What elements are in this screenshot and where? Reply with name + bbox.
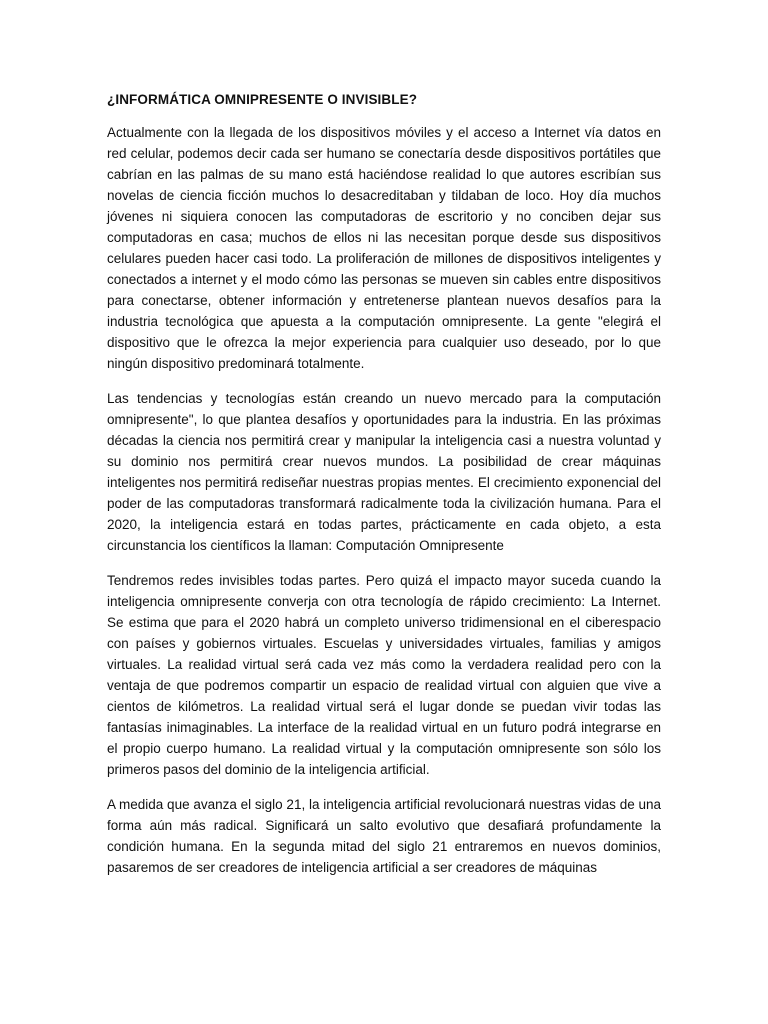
- document-body: [107, 89, 661, 892]
- paragraph-4: A medida que avanza el siglo 21, la inteligencia artificial revolucionará nuestras vidas de una forma aún más radical. Significará un salto evolutivo que desafiará profundamente la condición humana. En la segunda mitad del siglo 21 entraremos en nuevos dominios, pasaremos de ser creadores de inteligencia artificial a ser creadores de máquinas: [107, 797, 661, 875]
- paragraph-3: Tendremos redes invisibles todas partes. Pero quizá el impacto mayor suceda cuando la inteligencia omnipresente converja con otra tecnología de rápido crecimiento: La Internet. Se estima que para el 2020 habrá un completo universo tridimensional en el ciberespacio con países y gobiernos virtuales. Escuelas y universidades virtuales, familias y amigos virtuales. La realidad virtual será cada vez más como la verdadera realidad pero con la ventaja de que podremos compartir un espacio de realidad virtual con alguien que vive a cientos de kilómetros. La realidad virtual será el lugar donde se puedan vivir todas las fantasías inimaginables. La interface de la realidad virtual en un futuro podrá integrarse en el propio cuerpo humano. La realidad virtual y la computación omnipresente son sólo los primeros pasos del dominio de la inteligencia artificial.: [107, 573, 661, 777]
- document-title: ¿INFORMÁTICA OMNIPRESENTE O INVISIBLE?: [107, 92, 418, 107]
- paragraph-1: Actualmente con la llegada de los dispositivos móviles y el acceso a Internet vía datos en red celular, podemos decir cada ser humano se conectaría desde dispositivos portátiles que cabrían en las palmas de su mano está haciéndose realidad lo que autores escribían sus novelas de ciencia ficción muchos lo desacreditaban y tildaban de loco. Hoy día muchos jóvenes ni siquiera conocen las computadoras de escritorio y no conciben dejar sus computadoras en casa; muchos de ellos ni las necesitan porque desde sus dispositivos celulares pueden hacer casi todo. La proliferación de millones de dispositivos inteligentes y conectados a internet y el modo cómo las personas se mueven sin cables entre dispositivos para conectarse, obtener información y entretenerse plantean nuevos desafíos para la industria tecnológica que apuesta a la computación omnipresente. La gente "elegirá el dispositivo que le ofrezca la mejor experiencia para cualquier uso deseado, por lo que ningún dispositivo predominará totalmente.: [107, 125, 661, 371]
- paragraph-2: Las tendencias y tecnologías están creando un nuevo mercado para la computación omnipresente", lo que plantea desafíos y oportunidades para la industria. En las próximas décadas la ciencia nos permitirá crear y manipular la inteligencia casi a nuestra voluntad y su dominio nos permitirá crear nuevos mundos. La posibilidad de crear máquinas inteligentes nos permitirá rediseñar nuestras propias mentes. El crecimiento exponencial del poder de las computadoras transformará radicalmente toda la civilización humana. Para el 2020, la inteligencia estará en todas partes, prácticamente en cada objeto, a esta circunstancia los científicos la llaman: Computación Omnipresente: [107, 391, 661, 553]
